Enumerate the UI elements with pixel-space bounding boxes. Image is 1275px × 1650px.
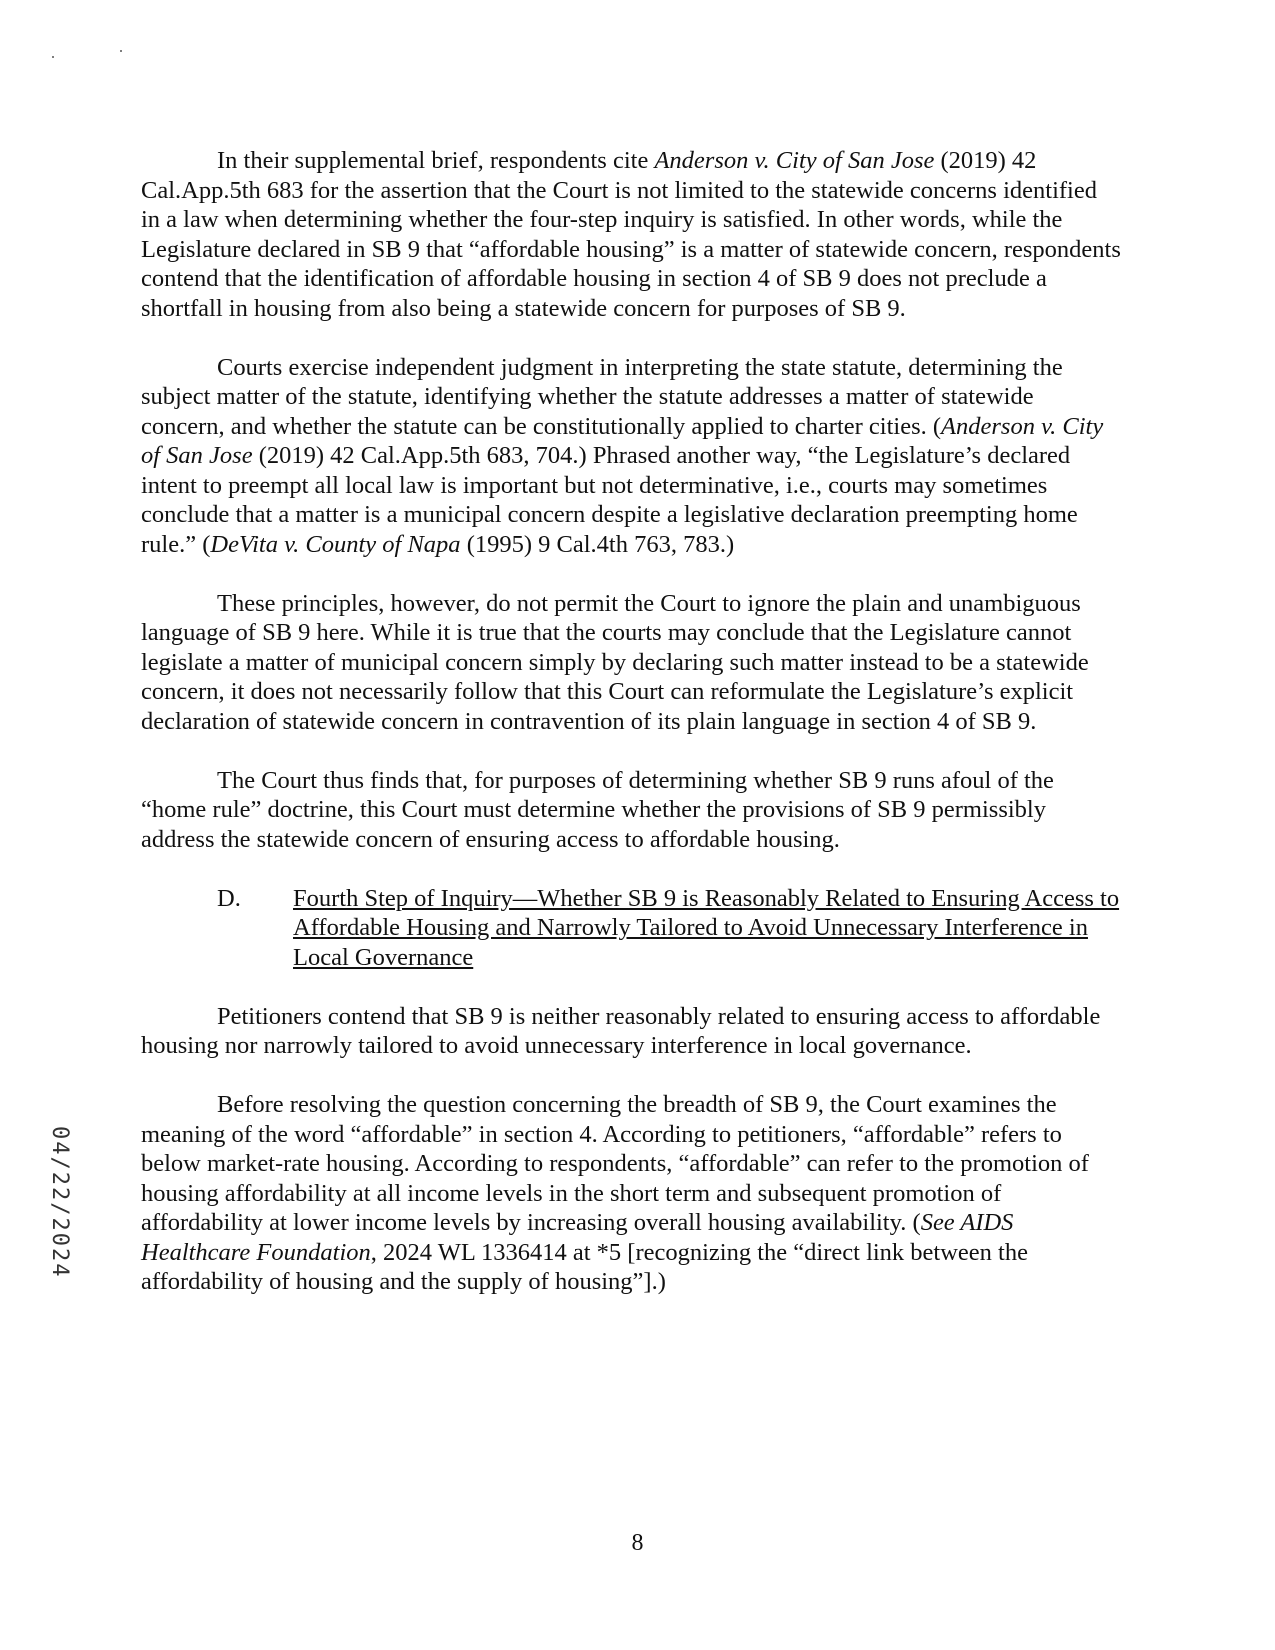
paragraph-text: The Court thus finds that, for purposes of determining whether SB 9 runs afoul of the “home rule” doctrine, this Court must determine whether the provisions of SB 9 permissibly address the statewide concern of ensuring access to affordable housing. bbox=[141, 766, 1054, 853]
page-number: 8 bbox=[631, 1530, 644, 1556]
paragraph-text: These principles, however, do not permit the Court to ignore the plain and unambiguous language of SB 9 here. While it is true that the courts may conclude that the Legislature cannot legislate a matter of municipal concern simply by declaring such matter instead to be a statewide concern, it does not necessarily follow that this Court can reformulate the Legislature’s explicit declaration of statewide concern in contravention of its plain language in section 4 of SB 9. bbox=[141, 589, 1089, 735]
body-paragraph bbox=[141, 766, 1121, 855]
section-letter: D. bbox=[217, 884, 241, 912]
paragraph-text: In their supplemental brief, respondents cite bbox=[217, 147, 655, 174]
case-citation: See AIDS Healthcare Foundation bbox=[141, 1209, 1014, 1266]
paragraph-text: (1995) 9 Cal.4th 763, 783.) bbox=[460, 530, 735, 558]
section-heading bbox=[141, 884, 1121, 973]
paragraphs-before-heading bbox=[141, 146, 1121, 854]
paragraph-text: Courts exercise independent judgment in interpreting the state statute, determining the subject matter of the statute, identifying whether the statute addresses a matter of statewide concern, and whether the statute can be constitutionally applied to charter cities. ( bbox=[141, 353, 1063, 440]
paragraph-text: (2019) 42 Cal.App.5th 683 for the assertion that the Court is not limited to the statewide concerns identified in a law when determining whether the four-step inquiry is satisfied. In other words, while the Legislature declared in SB 9 that “affordable housing” is a matter of statewide concern, respondents contend that the identification of affordable housing in section 4 of SB 9 does not preclude a shortfall in housing from also being a statewide concern for purposes of SB 9. bbox=[141, 147, 1121, 322]
case-citation: Anderson v. City of San Jose bbox=[654, 147, 935, 174]
scan-speck bbox=[52, 56, 54, 58]
case-citation: Anderson v. City of San Jose bbox=[141, 412, 1104, 469]
body-paragraph bbox=[141, 146, 1121, 323]
section-title: Fourth Step of Inquiry—Whether SB 9 is Reasonably Related to Ensuring Access to Affordable Housing and Narrowly Tailored to Avoid Unnecessary Interference in Local Governance bbox=[293, 884, 1120, 971]
paragraphs-after-heading bbox=[141, 1002, 1121, 1297]
document-body bbox=[141, 146, 1121, 1326]
paragraph-text: Petitioners contend that SB 9 is neither reasonably related to ensuring access to affordable housing nor narrowly tailored to avoid unnecessary interference in local governance. bbox=[141, 1002, 1101, 1059]
paragraph-text: , 2024 WL 1336414 at *5 [recognizing the “direct link between the affordability of housing and the supply of housing”].) bbox=[141, 1238, 1028, 1295]
body-paragraph bbox=[141, 589, 1121, 737]
paragraph-text: Before resolving the question concerning the breadth of SB 9, the Court examines the meaning of the word “affordable” in section 4. According to petitioners, “affordable” refers to below market-rate housing. According to respondents, “affordable” can refer to the promotion of housing affordability at all income levels in the short term and subsequent promotion of affordability at lower income levels by increasing overall housing availability. ( bbox=[141, 1091, 1089, 1236]
body-paragraph bbox=[141, 353, 1121, 560]
body-paragraph bbox=[141, 1090, 1121, 1297]
case-citation: DeVita v. County of Napa bbox=[210, 530, 461, 558]
filing-date-stamp: 04/22/2024 bbox=[47, 1126, 72, 1279]
scan-speck bbox=[120, 50, 122, 52]
body-paragraph bbox=[141, 1002, 1121, 1061]
paragraph-text: (2019) 42 Cal.App.5th 683, 704.) Phrased another way, “the Legislature’s declared intent to preempt all local law is important but not determinative, i.e., courts may sometimes conclude that a matter is a municipal concern despite a legislative declaration preempting home rule.” ( bbox=[141, 442, 1078, 558]
